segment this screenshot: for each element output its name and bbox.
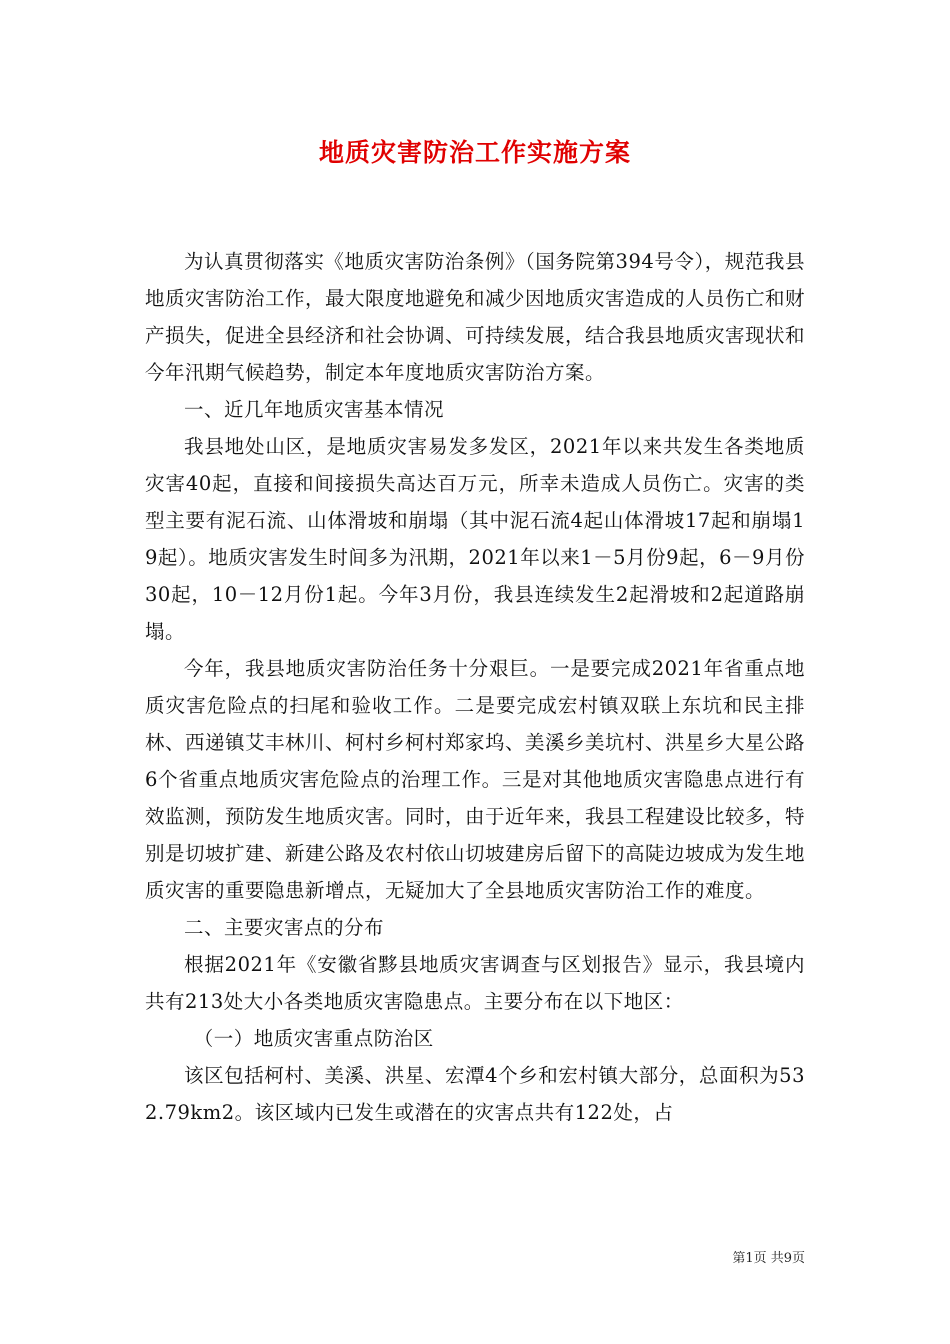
subsection-1-heading: （一）地质灾害重点防治区 bbox=[193, 1027, 434, 1050]
page-title: 地质灾害防治工作实施方案 bbox=[318, 138, 631, 167]
section-1-heading: 一、近几年地质灾害基本情况 bbox=[184, 398, 445, 421]
document-body bbox=[145, 243, 805, 1131]
section-2-paragraph-1: 根据2021年《安徽省黟县地质灾害调查与区划报告》显示，我县境内共有213处大小各类地质灾害隐患点。主要分布在以下地区： bbox=[145, 953, 805, 1013]
section-1-paragraph-2: 今年，我县地质灾害防治任务十分艰巨。一是要完成2021年省重点地质灾害危险点的扫尾和验收工作。二是要完成宏村镇双联上东坑和民主排林、西递镇艾丰林川、柯村乡柯村郑家坞、美溪乡美坑村、洪星乡大星公路6个省重点地质灾害危险点的治理工作。三是对其他地质灾害隐患点进行有效监测，预防发生地质灾害。同时，由于近年来，我县工程建设比较多，特别是切坡扩建、新建公路及农村依山切坡建房后留下的高陡边坡成为发生地质灾害的重要隐患新增点，无疑加大了全县地质灾害防治工作的难度。 bbox=[145, 657, 806, 902]
section-1-paragraph-1: 我县地处山区，是地质灾害易发多发区，2021年以来共发生各类地质灾害40起，直接和间接损失高达百万元，所幸未造成人员伤亡。灾害的类型主要有泥石流、山体滑坡和崩塌（其中泥石流4起山体滑坡17起和崩塌19起）。地质灾害发生时间多为汛期，2021年以来1－5月份9起，6－9月份30起，10－12月份1起。今年3月份，我县连续发生2起滑坡和2起道路崩塌。 bbox=[145, 435, 805, 643]
subsection-1-paragraph: 该区包括柯村、美溪、洪星、宏潭4个乡和宏村镇大部分，总面积为532.79km2。该区域内已发生或潜在的灾害点共有122处，占 bbox=[145, 1064, 805, 1124]
section-2-heading: 二、主要灾害点的分布 bbox=[184, 916, 385, 939]
intro-paragraph: 为认真贯彻落实《地质灾害防治条例》（国务院第394号令），规范我县地质灾害防治工作，最大限度地避免和减少因地质灾害造成的人员伤亡和财产损失，促进全县经济和社会协调、可持续发展，结合我县地质灾害现状和今年汛期气候趋势，制定本年度地质灾害防治方案。 bbox=[145, 250, 806, 384]
page-number: 第1页 共9页 bbox=[732, 1251, 805, 1266]
